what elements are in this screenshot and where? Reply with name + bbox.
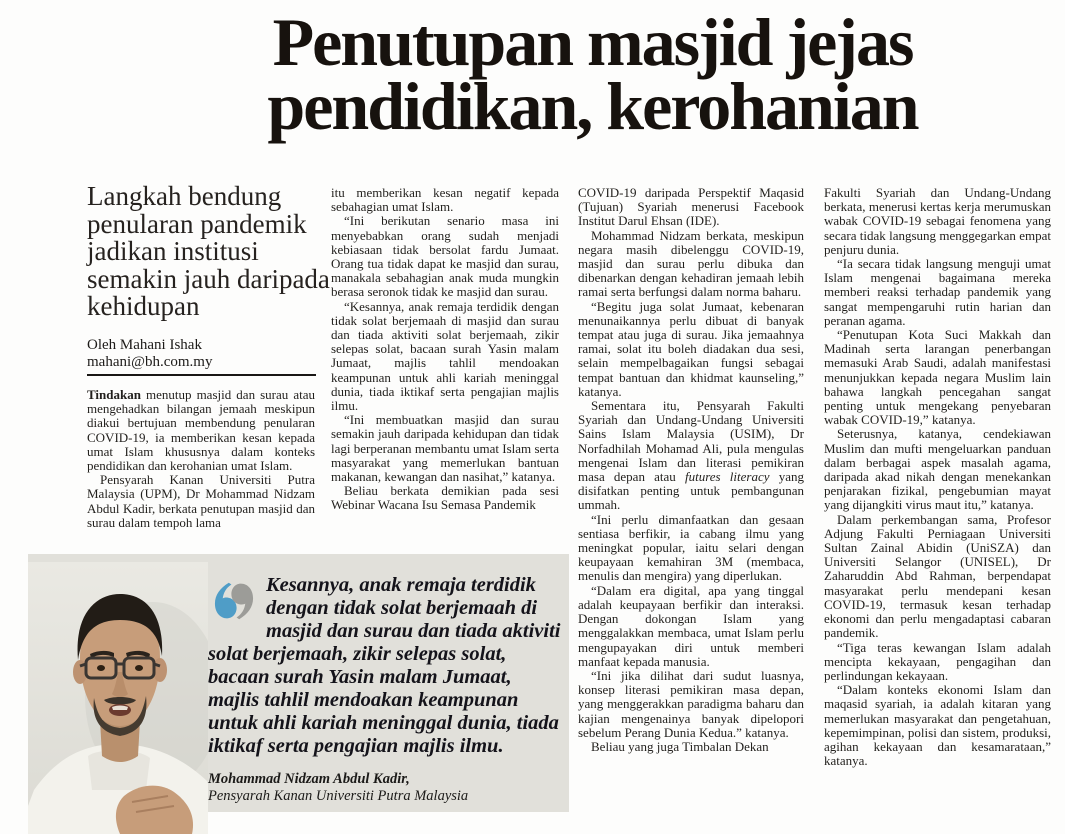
body-paragraph: Dalam perkembangan sama, Profesor Adjung Fakulti Perniagaan Universiti Sultan Zainal Abidin (UniSZA) dan Universiti Selangor (UNISEL), Dr Zaharuddin Abd Rahman, berpendapat masyarakat perlu mendepani kesan COVID-19, termasuk kesan terhadap ekonomi dan perlu mengadaptasi cabaran pandemik. — [824, 511, 1051, 641]
headline — [120, 4, 1065, 144]
pullquote-attribution-name: Mohammad Nidzam Abdul Kadir, — [208, 771, 410, 787]
body-paragraph: “Ini berikutan senario masa ini menyebabkan orang sudah menjadi kebiasaan tidak bersolat fardu Jumaat. Orang tua tidak dapat ke masjid dan surau, manakala sebahagian anak muda mungkin berasa seronok tidak ke masjid dan surau. — [331, 213, 559, 300]
body-paragraph: “Ini perlu dimanfaatkan dan gesaan sentiasa berfikir, ia cabang ilmu yang meningkat popular, iaitu selari dengan keupayaan kemahiran 3M (membaca, menulis dan mengira) yang diperlukan. — [578, 511, 804, 584]
photo-mohammad-nidzam — [28, 562, 208, 834]
body-paragraph: “Ini jika dilihat dari sudut luasnya, konsep literasi pemikiran masa depan, yang menggerakkan paradigma baharu dan kajian mengenainya banyak dipelopori sebelum Perang Dunia Kedua.” katanya. — [578, 667, 804, 740]
body-paragraph: COVID-19 daripada Perspektif Maqasid (Tujuan) Syariah menerusi Facebook Institut Darul Ehsan (IDE). — [578, 186, 804, 229]
body-paragraph: “Dalam konteks ekonomi Islam dan maqasid syariah, ia adalah kitaran yang memerlukan masyarakat dan pengetahuan, kepemimpinan, polisi dan sistem, produksi, agihan kekayaan dan kesamarataan,” katanya. — [824, 682, 1051, 769]
headline-line2: pendidikan, kerohanian — [267, 68, 918, 144]
body-paragraph: “Ini membuatkan masjid dan surau semakin jauh daripada kehidupan dan tidak lagi berperanan membantu umat Islam serta masyarakat yang memerlukan bantuan makanan, kewangan dan nasihat,” katanya. — [331, 412, 559, 485]
pullquote — [208, 574, 562, 804]
body-paragraph: “Tiga teras kewangan Islam adalah mencipta kekayaan, pengagihan dan perlindungan kekayaan. — [824, 639, 1051, 683]
body-paragraph: Beliau berkata demikian pada sesi Webinar Wacana Isu Semasa Pandemik — [331, 483, 559, 513]
body-paragraph: “Penutupan Kota Suci Makkah dan Madinah serta larangan penerbangan memasuki Arab Saudi, adalah manifestasi menunjukkan kepada negara Muslim lain bahawa langkah pencegahan sangat penting untuk mengekang penyebaran wabak COVID-19,” katanya. — [824, 327, 1051, 428]
body-paragraph: Beliau yang juga Timbalan Dekan — [591, 738, 769, 754]
body-paragraph: “Kesannya, anak remaja terdidik dengan tidak solat berjemaah di masjid dan surau dan tiada aktiviti solat berjemaah, zikir selepas solat, bacaan surah Yasin malam Jumaat, majlis tahlil mendoakan keampunan untuk ahli kariah meninggal dunia, tiada iktikaf serta pengajian majlis ilmu. — [331, 298, 559, 414]
standfirst: Langkah bendung penularan pandemik jadikan institusi semakin jauh daripada kehidupan — [87, 181, 330, 321]
quote-icon — [208, 578, 260, 624]
pullquote-attribution-title: Pensyarah Kanan Universiti Putra Malaysia — [208, 787, 469, 804]
byline-divider — [87, 374, 316, 376]
body-paragraph: Fakulti Syariah dan Undang-Undang berkata, menerusi kertas kerja merumuskan wabak COVID-19 sebagai fenomena yang secara tidak langsung menggegarkan empat penjuru dunia. — [824, 186, 1051, 257]
body-paragraph: “Dalam era digital, apa yang tinggal adalah keupayaan berfikir dan interaksi. Dengan dokongan Islam yang menggalakkan membaca, umat Islam perlu mengupayakan diri untuk memberi manfaat kepada manusia. — [578, 582, 804, 669]
pullquote-attribution — [208, 771, 562, 804]
body-column-2 — [331, 186, 559, 552]
body-column-4 — [824, 186, 1051, 831]
pullquote-text: Kesannya, anak remaja terdidik dengan tidak solat berjemaah di masjid dan surau dan tiada aktiviti solat berjemaah, zikir selepas solat, bacaan surah Yasin malam Jumaat, majlis tahlil mendoakan keampunan untuk ahli kariah meninggal dunia, tiada iktikaf serta pengajian majlis ilmu. — [208, 574, 561, 757]
headline-line1: Penutupan masjid jejas — [272, 4, 913, 80]
body-paragraph: Sementara itu, Pensyarah Fakulti Syariah dan Undang-Undang Universiti Sains Islam Malaysia (USIM), Dr Norfadhilah Mohamad Ali, pula mengulas mengenai Islam dan literasi pemikiran masa depan atau futures literacy yang disifatkan penting untuk pembangunan ummah. — [578, 398, 804, 513]
photo-pullquote-panel — [28, 554, 569, 812]
body-paragraph: Mohammad Nidzam berkata, meskipun negara masih dibelenggu COVID-19, masjid dan surau perlu dibuka dan dibenarkan dengan kehadiran jemaah lebih ramai serta berfungsi dalam norma baharu. — [578, 227, 804, 300]
byline-email: mahani@bh.com.my — [87, 354, 213, 370]
body-paragraph: “Begitu juga solat Jumaat, kebenaran menunaikannya perlu dibuat di banyak tempat atau juga di surau. Jika jemaahnya ramai, solat itu boleh diadakan dua sesi, selain mempelbagaikan fungsi sebagai tempat bantuan dan khidmat kaunseling,” katanya. — [578, 298, 804, 399]
body-paragraph: Seterusnya, katanya, cendekiawan Muslim dan mufti mengeluarkan panduan dalam berbagai aspek masalah agama, daripada akad nikah dengan menekankan penjarakan fizikal, pengebumian mayat yang dijangkiti virus maut itu,” katanya. — [824, 426, 1051, 513]
byline — [87, 337, 212, 371]
body-column-3 — [578, 186, 804, 831]
body-paragraph: “Ia secara tidak langsung menguji umat Islam mengenai bagaimana mereka memberi reaksi terhadap pandemik yang sangat mempengaruhi rutin harian dan peranan agama. — [824, 256, 1051, 328]
body-paragraph: Tindakan menutup masjid dan surau atau mengehadkan bilangan jemaah meskipun diakui bertujuan membendung penularan COVID-19, ia memberikan kesan kepada umat Islam khususnya dalam konteks pendidikan dan kerohanian umat Islam. — [87, 388, 315, 474]
body-column-1 — [87, 388, 315, 554]
body-paragraph: itu memberikan kesan negatif kepada sebahagian umat Islam. — [331, 186, 559, 215]
portrait-illustration — [28, 562, 208, 834]
byline-author: Oleh Mahani Ishak — [87, 337, 202, 353]
body-paragraph: Pensyarah Kanan Universiti Putra Malaysia (UPM), Dr Mohammad Nidzam Abdul Kadir, berkata penutupan masjid dan surau dalam tempoh lama — [87, 472, 315, 530]
